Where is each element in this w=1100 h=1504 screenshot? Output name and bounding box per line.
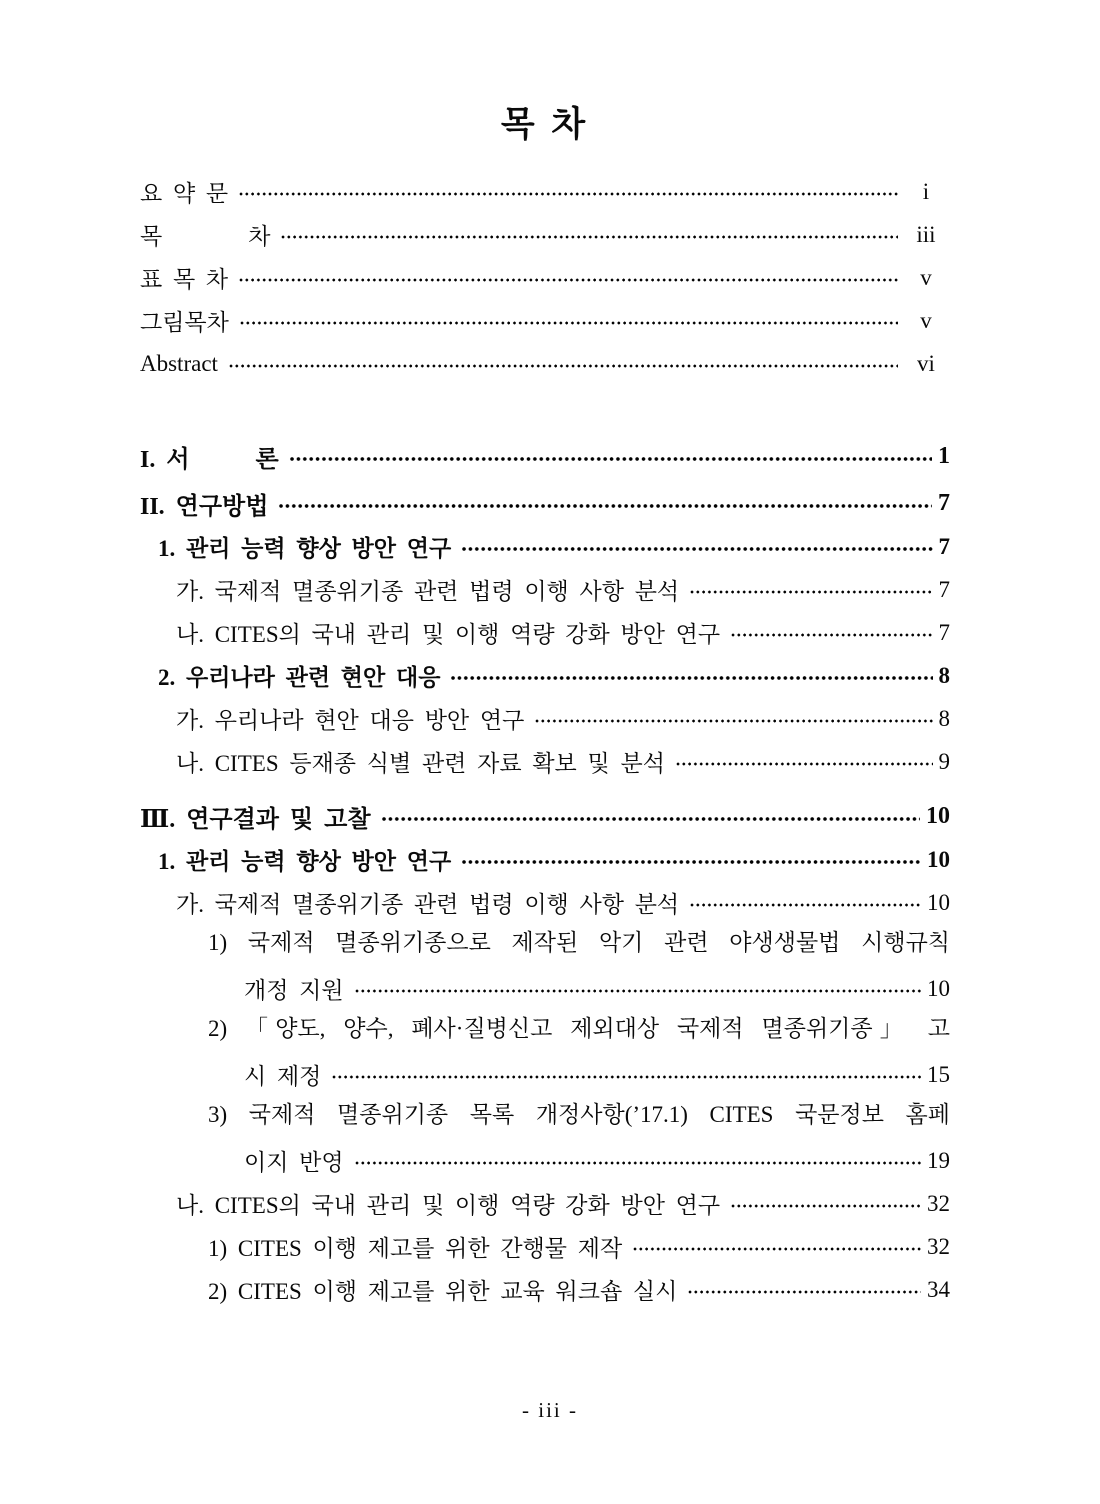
toc-entry xyxy=(140,697,950,740)
dot-leader xyxy=(278,503,932,509)
toc-entry xyxy=(140,924,950,967)
page-title: 목 차 xyxy=(500,105,590,144)
dot-leader xyxy=(461,859,921,865)
toc-entry-label: 요 약 문 xyxy=(140,181,229,206)
toc-entry-page: 15 xyxy=(927,1061,950,1087)
toc-entry-label: 나. CITES 등재종 식별 관련 자료 확보 및 분석 xyxy=(176,751,665,776)
toc-entry xyxy=(140,967,950,1010)
toc-entry xyxy=(140,299,950,342)
toc-entry-label: Abstract xyxy=(140,350,218,376)
toc-entry xyxy=(140,482,950,525)
toc-entry-label: 개정 지원 xyxy=(244,978,344,1003)
toc-entry-label: 2) CITES 이행 제고를 위한 교육 워크숍 실시 xyxy=(208,1279,678,1304)
toc-entry-page: 10 xyxy=(926,803,950,829)
toc-entry-label: II. 연구방법 xyxy=(140,494,269,520)
toc-entry-label: 이지 반영 xyxy=(244,1150,344,1175)
toc-entry-page: 7 xyxy=(938,619,950,645)
front-matter-list xyxy=(140,170,950,385)
dot-leader xyxy=(675,761,933,767)
toc-list xyxy=(140,435,950,1311)
toc-entry-page: 10 xyxy=(927,889,950,915)
toc-entry-page: 8 xyxy=(938,662,950,688)
dot-leader xyxy=(534,718,932,724)
toc-entry-label: 가. 국제적 멸종위기종 관련 법령 이행 사항 분석 xyxy=(176,892,680,917)
toc-entry-page: v xyxy=(920,307,932,333)
toc-entry xyxy=(140,795,950,838)
dot-leader xyxy=(289,456,932,462)
dot-leader xyxy=(238,277,898,283)
toc-entry-page: 34 xyxy=(927,1276,950,1302)
toc-entry xyxy=(140,256,950,299)
dot-leader xyxy=(450,675,932,681)
toc-entry-label: 1. 관리 능력 향상 방안 연구 xyxy=(158,849,452,874)
toc-entry-label: 1. 관리 능력 향상 방안 연구 xyxy=(158,536,452,561)
toc-entry-label: 목 차 xyxy=(140,224,271,249)
toc-entry-page: 1 xyxy=(938,443,950,469)
toc-entry-label: 3) 국제적 멸종위기종 목록 개정사항(’17.1) CITES 국문정보 홈페 xyxy=(208,1102,950,1127)
dot-leader xyxy=(687,1289,921,1295)
dot-leader xyxy=(354,1160,921,1166)
dot-leader xyxy=(461,546,932,552)
toc-entry-page: 32 xyxy=(927,1190,950,1216)
toc-entry xyxy=(140,1010,950,1053)
toc-entry xyxy=(140,525,950,568)
toc-entry-label: 나. CITES의 국내 관리 및 이행 역량 강화 방안 연구 xyxy=(176,622,721,647)
toc-entry xyxy=(140,213,950,256)
toc-entry-page: 10 xyxy=(927,975,950,1001)
toc-entry xyxy=(140,1268,950,1311)
dot-leader xyxy=(689,589,932,595)
toc-entry xyxy=(140,1182,950,1225)
toc-entry xyxy=(140,1139,950,1182)
page-content xyxy=(140,0,950,1311)
toc-entry xyxy=(140,1096,950,1139)
toc-entry xyxy=(140,881,950,924)
dot-leader xyxy=(354,988,921,994)
dot-leader xyxy=(730,1203,921,1209)
toc-entry-label: 가. 국제적 멸종위기종 관련 법령 이행 사항 분석 xyxy=(176,579,680,604)
toc-entry xyxy=(140,170,950,213)
toc-entry xyxy=(140,1053,950,1096)
dot-leader xyxy=(689,902,921,908)
toc-entry-page: 32 xyxy=(927,1233,950,1259)
toc-entry xyxy=(140,838,950,881)
dot-leader xyxy=(238,191,898,197)
dot-leader xyxy=(280,234,898,240)
toc-entry xyxy=(140,568,950,611)
dot-leader xyxy=(730,632,932,638)
toc-entry-label: 시 제정 xyxy=(244,1064,322,1089)
toc-entry-page: i xyxy=(922,178,930,204)
toc-entry-page: v xyxy=(920,264,932,290)
toc-entry-page: 8 xyxy=(938,705,950,731)
toc-entry-page: 7 xyxy=(938,533,950,559)
toc-entry-page: 7 xyxy=(938,490,950,516)
toc-entry xyxy=(140,740,950,783)
dot-leader xyxy=(381,816,920,822)
toc-entry-label: 표 목 차 xyxy=(140,267,229,292)
toc-entry-page: vi xyxy=(917,350,935,376)
toc-entry xyxy=(140,654,950,697)
toc-entry-label: 1) CITES 이행 제고를 위한 간행물 제작 xyxy=(208,1236,623,1261)
dot-leader xyxy=(239,320,898,326)
toc-entry xyxy=(140,342,950,385)
toc-entry-page: 19 xyxy=(927,1147,950,1173)
toc-entry-page: 9 xyxy=(938,748,950,774)
toc-entry xyxy=(140,1225,950,1268)
dot-leader xyxy=(331,1074,921,1080)
toc-entry-label: I. 서 론 xyxy=(140,447,279,473)
toc-entry-label: 나. CITES의 국내 관리 및 이행 역량 강화 방안 연구 xyxy=(176,1193,721,1218)
toc-entry-page: 7 xyxy=(938,576,950,602)
toc-entry-label: 2) 「양도, 양수, 폐사·질병신고 제외대상 국제적 멸종위기종」 고 xyxy=(208,1016,950,1041)
dot-leader xyxy=(228,363,898,369)
dot-leader xyxy=(632,1246,921,1252)
toc-entry-label: 가. 우리나라 현안 대응 방안 연구 xyxy=(176,708,525,733)
page-number-footer: - iii - xyxy=(522,1398,578,1422)
toc-entry-label: 그림목차 xyxy=(140,310,229,335)
toc-entry-label: 2. 우리나라 관련 현안 대응 xyxy=(158,665,441,690)
toc-entry-page: iii xyxy=(916,221,936,247)
toc-entry xyxy=(140,435,950,478)
toc-entry-label: Ⅲ. 연구결과 및 고찰 xyxy=(140,807,371,833)
toc-entry-label: 1) 국제적 멸종위기종으로 제작된 악기 관련 야생생물법 시행규칙 xyxy=(208,930,950,955)
toc-entry-page: 10 xyxy=(927,846,950,872)
toc-entry xyxy=(140,611,950,654)
